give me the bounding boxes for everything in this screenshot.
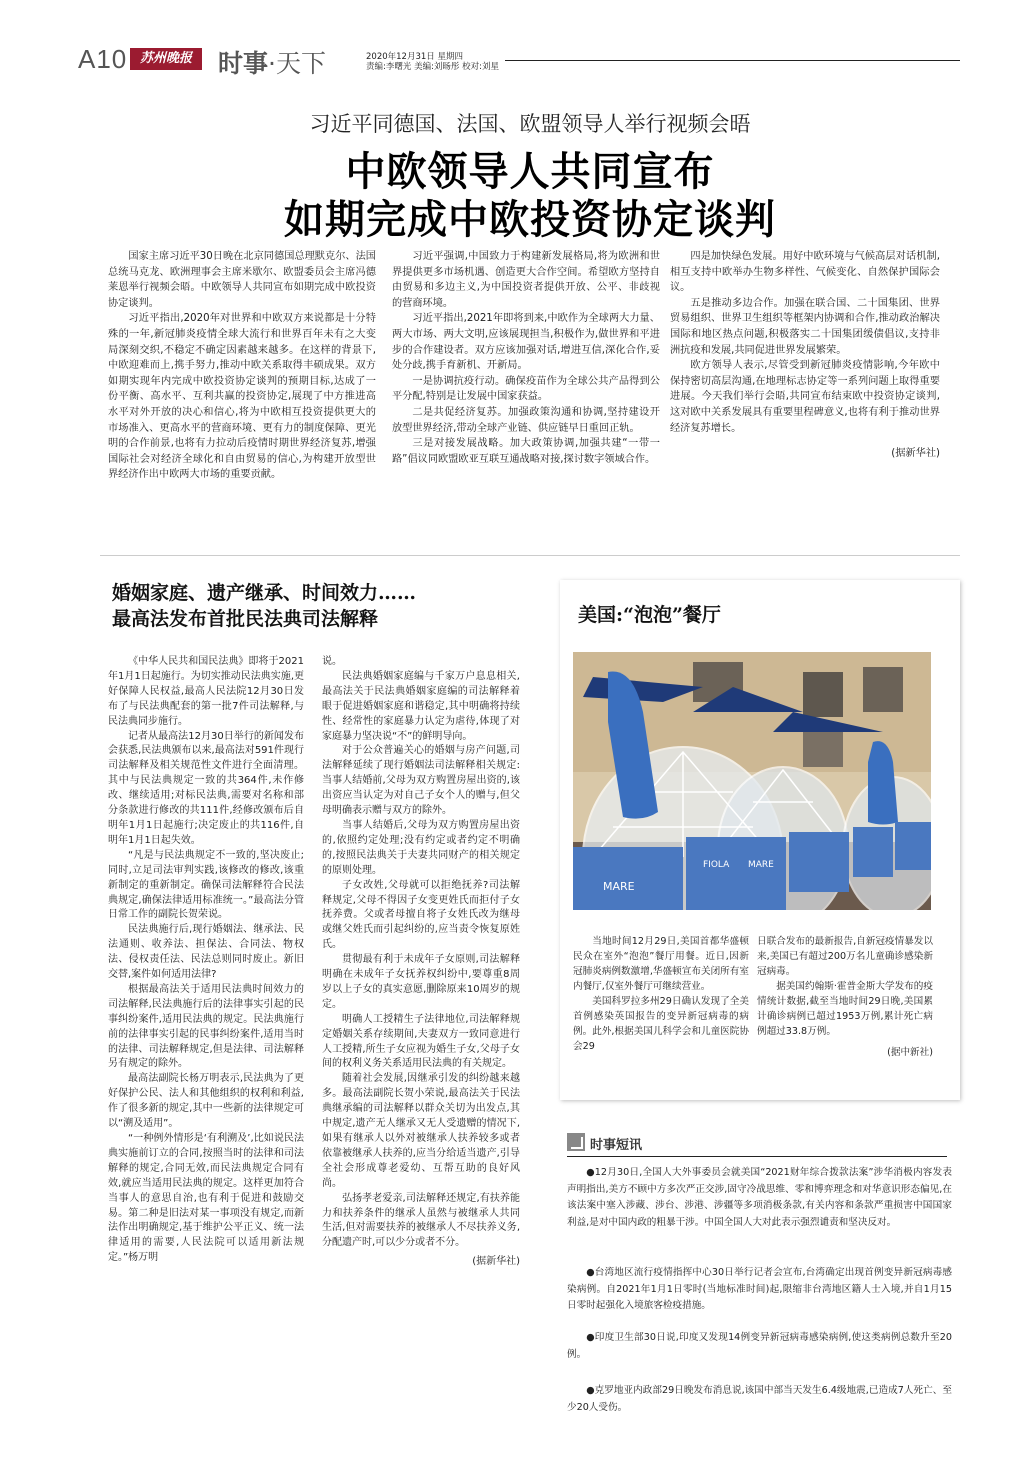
lead-column-1 [108,249,376,483]
paragraph: “一种例外情形是‘有利溯及’,比如说民法典实施前订立的合同,按照当时的法律和司法解释的规定,合同无效,而民法典规定合同有效,就应当适用民法典的规定。这样更加符合当事人的意思自治,也有利于促进和鼓励交易。第二种是旧法对某一事项没有规定,而新法作出明确规定,基于维护公平正义、统一法律适用的需要,人民法院可以适用新法规定。”杨万明 [108,1133,304,1264]
lead-headline-1: 中欧领导人共同宣布 [345,149,715,195]
source-credit: (据新华社) [891,448,940,460]
paragraph: 习近平指出,2021年即将到来,中欧作为全球两大力量、两大市场、两大文明,应该展现担当,积极作为,做世界和平进步的合作建设者。双方应该加强对话,增进互信,深化合作,妥处分歧,携手育新机、开新局。 [392,313,660,372]
brief-item [567,1383,952,1416]
section-title-light: ·天下 [268,49,326,78]
page-number: A10 [78,44,128,74]
banner-text-mare-large: MARE [603,880,635,893]
brief-arrow-icon [567,1133,585,1151]
lead-column-2 [392,249,660,467]
paragraph: 《中华人民共和国民法典》即将于2021年1月1日起施行。为切实推动民法典实施,更好保障人民权益,最高人民法院12月30日发布了与民法典配套的第一批7件司法解释,与民法典同步施行。 [108,656,304,727]
photo-story-column-2 [757,934,933,1060]
banner-text-mare: MARE [748,860,774,870]
brief-item [567,1330,952,1363]
paragraph: 一是协调抗疫行动。确保疫苗作为全球公共产品得到公平分配,特别是让发展中国家获益。 [392,375,660,403]
civil-code-column-1 [108,655,304,1266]
photo-story-column-1 [573,934,749,1054]
paragraph: 子女改姓,父母就可以拒绝抚养?司法解释规定,父母不得因子女变更姓氏而拒付子女抚养费。父或者母擅自将子女姓氏改为继母或继父姓氏而引起纠纷的,应当责令恢复原姓氏。 [322,879,520,951]
paragraph: 根据最高法关于适用民法典时间效力的司法解释,民法典施行后的法律事实引起的民事纠纷案件,适用民法典的规定。民法典施行前的法律事实引起的民事纠纷案件,适用当时的法律、司法解释规定,但是法律、司法解释另有规定的除外。 [108,983,304,1070]
civil-code-column-2 [322,655,520,1270]
bubble-restaurant-photo [573,652,931,910]
paragraph: 贯彻最有利于未成年子女原则,司法解释明确在未成年子女抚养权纠纷中,要尊重8周岁以上子女的真实意愿,删除原来10周岁的规定。 [322,954,520,1010]
paper-logo: 苏州晚报 [130,48,202,70]
section-divider [100,555,960,556]
briefs-title: 时事短讯 [590,1138,643,1153]
paragraph: 对于公众普遍关心的婚姻与房产问题,司法解释延续了现行婚姻法司法解释相关规定:当事人结婚前,父母为双方购置房屋出资的,该出资应当认定为对自己子女个人的赠与,但父母明确表示赠与双方的除外。 [322,745,520,817]
section-title [218,44,326,80]
paragraph: 习近平指出,2020年对世界和中欧双方来说都是十分特殊的一年,新冠肺炎疫情全球大流行和世界百年未有之大变局深刻交织,不稳定不确定因素越来越多。在这样的背景下,中欧迎难而上,携手努力,推动中欧关系取得丰硕成果。双方如期实现年内完成中欧投资协定谈判的预期目标,达成了一份平衡、高水平、互利共赢的投资协定,展现了中方推进高水平对外开放的决心和信心,将为中欧相互投资提供更大的市场准入、更高水平的营商环境、更有力的制度保障、更光明的合作前景,也将有力拉动后疫情时期世界经济复苏,增强国际社会对经济全球化和自由贸易的信心,为构建开放型世界经济作出中欧两大市场的重要贡献。 [108,313,376,481]
paragraph: 民法典施行后,现行婚姻法、继承法、民法通则、收养法、担保法、合同法、物权法、侵权责任法、民法总则同时废止。新旧交替,案件如何适用法律? [108,924,304,981]
briefs-rule [567,1156,947,1157]
paragraph: 习近平强调,中国致力于构建新发展格局,将为欧洲和世界提供更多市场机遇、创造更大合作空间。希望欧方坚持自由贸易和多边主义,为中国投资者提供开放、公平、非歧视的营商环境。 [392,251,660,309]
civil-code-headline-1: 婚姻家庭、遗产继承、时间效力…… [112,582,417,604]
paragraph: 当事人结婚后,父母为双方购置房屋出资的,依照约定处理;没有约定或者约定不明确的,按照民法典关于夫妻共同财产的相关规定的原则处理。 [322,819,520,876]
paragraph: 三是对接发展战略。加大政策协调,加强共建“一带一路”倡议同欧盟欧亚互联互通战略对接,探讨数字领域合作。 [392,438,660,465]
banner-text-fiola: FIOLA [703,860,730,870]
paragraph: 弘扬孝老爱亲,司法解释还规定,有扶养能力和扶养条件的继承人虽然与被继承人共同生活,但对需要扶养的被继承人不尽扶养义务,分配遗产时,可以少分或者不分。 [322,1192,520,1249]
brief-text: ●印度卫生部30日说,印度又发现14例变异新冠病毒感染病例,使这类病例总数升至20例。 [567,1332,952,1360]
civil-code-headline-2: 最高法发布首批民法典司法解释 [112,608,379,630]
source-credit: (据新华社) [472,1256,520,1268]
paragraph: 国家主席习近平30日晚在北京同德国总理默克尔、法国总统马克龙、欧洲理事会主席米歇尔、欧盟委员会主席冯德莱恩举行视频会晤。中欧领导人共同宣布如期完成中欧投资协定谈判。 [108,251,376,309]
source-credit: (据中新社) [887,1047,933,1058]
section-title-bold: 时事 [218,49,269,78]
paragraph: 明确人工授精生子法律地位,司法解释规定婚姻关系存续期间,夫妻双方一致同意进行人工授精,所生子女应视为婚生子女,父母子女间的权利义务关系适用民法典的有关规定。 [322,1013,520,1070]
paragraph: 记者从最高法12月30日举行的新闻发布会获悉,民法典颁布以来,最高法对591件现行司法解释及相关规范性文件进行全面清理。其中与民法典规定一致的共364件,未作修改、继续适用;对标民法典,需要对名称和部分条款进行修改的共111件,经修改颁布后自明年1月1日起施行;决定废止的共116件,自明年1月1日起失效。 [108,730,304,846]
paragraph: 二是共促经济复苏。加强政策沟通和协调,坚持建设开放型世界经济,带动全球产业链、供应链早日重回正轨。 [392,406,660,434]
paragraph: 五是推动多边合作。加强在联合国、二十国集团、世界贸易组织、世界卫生组织等框架内协调和合作,推动政治解决国际和地区热点问题,积极落实二十国集团缓债倡议,支持非洲抗疫和发展,共同促进世界发展繁荣。 [670,297,940,356]
paragraph: 当地时间12月29日,美国首都华盛顿民众在室外“泡泡”餐厅用餐。近日,因新冠肺炎病例数激增,华盛顿宣布关闭所有室内餐厅,仅室外餐厅可继续营业。 [573,936,749,992]
dateline [366,52,499,72]
paragraph: “凡是与民法典规定不一致的,坚决废止;同时,立足司法审判实践,该修改的修改,该重新制定的重新制定。确保司法解释符合民法典规定,确保法律适用标准统一。”最高法分管日常工作的副院长贺荣说。 [108,849,304,921]
lead-kicker: 习近平同德国、法国、欧盟领导人举行视频会晤 [309,112,751,136]
paragraph: 随着社会发展,因继承引发的纠纷越来越多。最高法副院长贺小荣说,最高法关于民法典继承编的司法解释以群众关切为出发点,其中规定,遗产无人继承又无人受遗赠的情况下,如果有继承人以外对被继承人扶养较多或者依靠被继承人扶养的,应当分给适当遗产,引导全社会形成尊老爱幼、互帮互助的良好风尚。 [322,1073,520,1189]
brief-item [567,1165,952,1231]
paragraph: 欧方领导人表示,尽管受到新冠肺炎疫情影响,今年欧中保持密切高层沟通,在地理标志协定等一系列问题上取得重要进展。今天我们举行会晤,共同宣布结束欧中投资协定谈判,这对欧中关系发展具有重要里程碑意义,也将有利于推动世界经济复苏增长。 [670,360,940,434]
brief-text: ●12月30日,全国人大外事委员会就美国“2021财年综合拨款法案”涉华消极内容发表声明指出,美方不顾中方多次严正交涉,固守冷战思维、零和博弈理念和对华意识形态偏见,在该法案中塞入涉藏、涉台、涉港、涉疆等多项消极条款,有关内容和条款严重损害中国国家利益,是对中国内政的粗暴干涉。中国全国人大对此表示强烈谴责和坚决反对。 [567,1167,952,1228]
lead-column-3 [670,249,940,462]
paragraph: 日联合发布的最新报告,自新冠疫情暴发以来,美国已有超过200万名儿童确诊感染新冠病毒。 [757,936,933,977]
paragraph: 美国科罗拉多州29日确认发现了全美首例感染英国报告的变异新冠病毒的病例。此外,根据美国儿科学会和儿童医院协会29 [573,996,749,1052]
paragraph: 四是加快绿色发展。用好中欧环境与气候高层对话机制,相互支持中欧举办生物多样性、气候变化、自然保护国际会议。 [670,251,940,294]
photo-story-title: 美国:“泡泡”餐厅 [578,604,721,626]
brief-text: ●台湾地区流行疫情指挥中心30日举行记者会宣布,台湾确定出现首例变异新冠病毒感染病例。自2021年1月1日零时(当地标准时间)起,限缩非台湾地区籍人士入境,并自1月15日零时起强化入境旅客检疫措施。 [567,1267,952,1311]
photo-illustration [573,652,931,910]
paragraph: 据美国约翰斯·霍普金斯大学发布的疫情统计数据,截至当地时间29日晚,美国累计确诊病例已超过1953万例,累计死亡病例超过33.8万例。 [757,981,933,1037]
masthead-rule [505,60,960,61]
editors: 责编:李曙光 美编:刘旸彤 校对:刘星 [366,62,499,72]
paragraph: 最高法副院长杨万明表示,民法典为了更好保护公民、法人和其他组织的权利和利益,作了很多新的规定,其中一些新的法律规定可以“溯及适用”。 [108,1073,304,1130]
paragraph: 民法典婚姻家庭编与千家万户息息相关,最高法关于民法典婚姻家庭编的司法解释着眼于促进婚姻家庭和谐稳定,其中明确将持续性、经常性的家庭暴力认定为虐待,体现了对家庭暴力坚决说“不”的鲜明导向。 [322,670,520,742]
lead-headline-2: 如期完成中欧投资协定谈判 [284,197,776,243]
brief-text: ●克罗地亚内政部29日晚发布消息说,该国中部当天发生6.4级地震,已造成7人死亡、至少20人受伤。 [567,1385,952,1413]
paragraph: 说。 [322,656,342,667]
date: 2020年12月31日 星期四 [366,52,463,62]
brief-item [567,1265,952,1315]
